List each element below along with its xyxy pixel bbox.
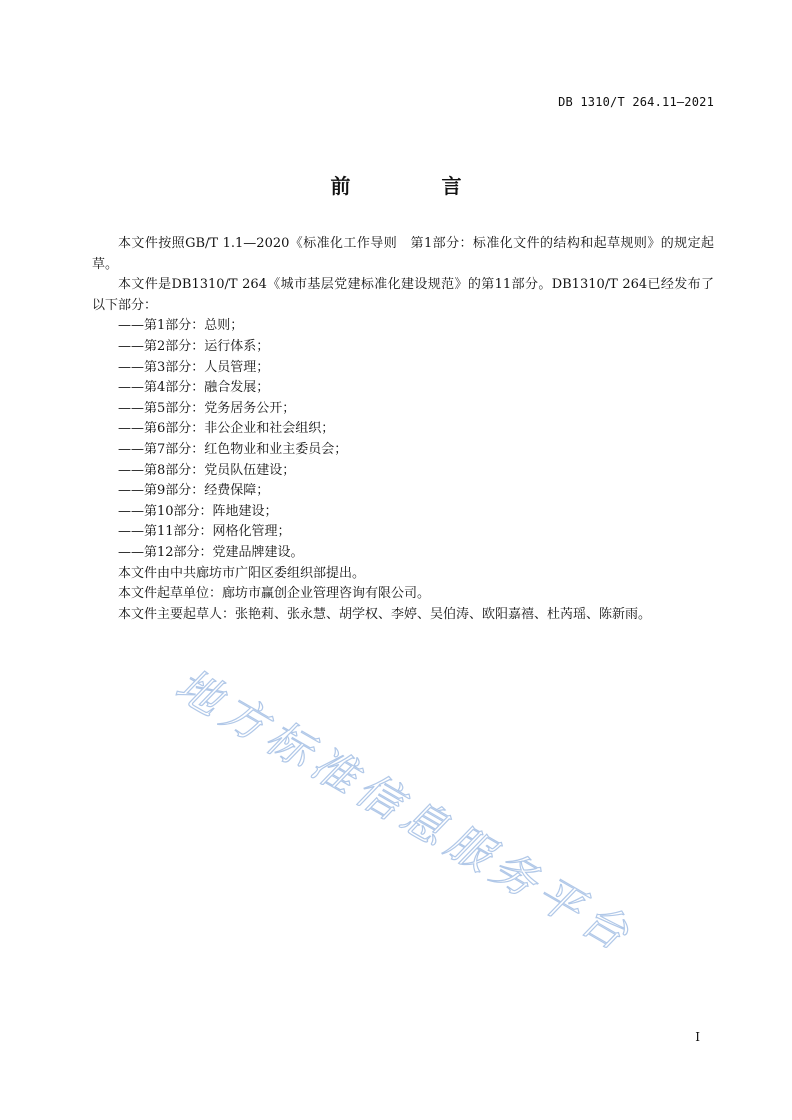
list-item: ——第11部分：网格化管理； xyxy=(118,524,291,540)
list-item: ——第9部分：经费保障； xyxy=(118,483,270,499)
paragraph-drafters: 本文件主要起草人：张艳莉、张永慧、胡学权、李婷、吴伯涛、欧阳嘉禧、杜芮瑶、陈新雨。 xyxy=(118,606,652,622)
list-item: ——第3部分：人员管理； xyxy=(118,359,270,375)
list-item: ——第2部分：运行体系； xyxy=(118,338,270,354)
paragraph-drafting-unit: 本文件起草单位：廊坊市赢创企业管理咨询有限公司。 xyxy=(118,586,431,602)
body-text xyxy=(92,234,714,625)
watermark: 地方标准信息服务平台 xyxy=(167,659,643,964)
list-item: ——第4部分：融合发展； xyxy=(118,380,270,396)
parts-list xyxy=(92,316,714,563)
paragraph-drafting-basis: 本文件按照GB/T 1.1—2020《标准化工作导则 第1部分：标准化文件的结构和起草规则》的规定起草。 xyxy=(92,236,714,272)
list-item: ——第12部分：党建品牌建设。 xyxy=(118,544,304,560)
list-item: ——第6部分：非公企业和社会组织； xyxy=(118,421,335,437)
list-item: ——第8部分：党员队伍建设； xyxy=(118,462,296,478)
list-item: ——第5部分：党务居务公开； xyxy=(118,400,296,416)
list-item: ——第10部分：阵地建设； xyxy=(118,503,278,519)
document-code: DB 1310/T 264.11—2021 xyxy=(558,95,714,109)
list-item: ——第1部分：总则； xyxy=(118,318,244,334)
paragraph-proposer: 本文件由中共廊坊市广阳区委组织部提出。 xyxy=(118,565,366,581)
page-title: 前 言 xyxy=(330,174,504,198)
list-item: ——第7部分：红色物业和业主委员会； xyxy=(118,441,348,457)
paragraph-series-intro: 本文件是DB1310/T 264《城市基层党建标准化建设规范》的第11部分。DB1310/T 264已经发布了以下部分： xyxy=(92,277,714,313)
page-number: I xyxy=(695,1030,700,1044)
